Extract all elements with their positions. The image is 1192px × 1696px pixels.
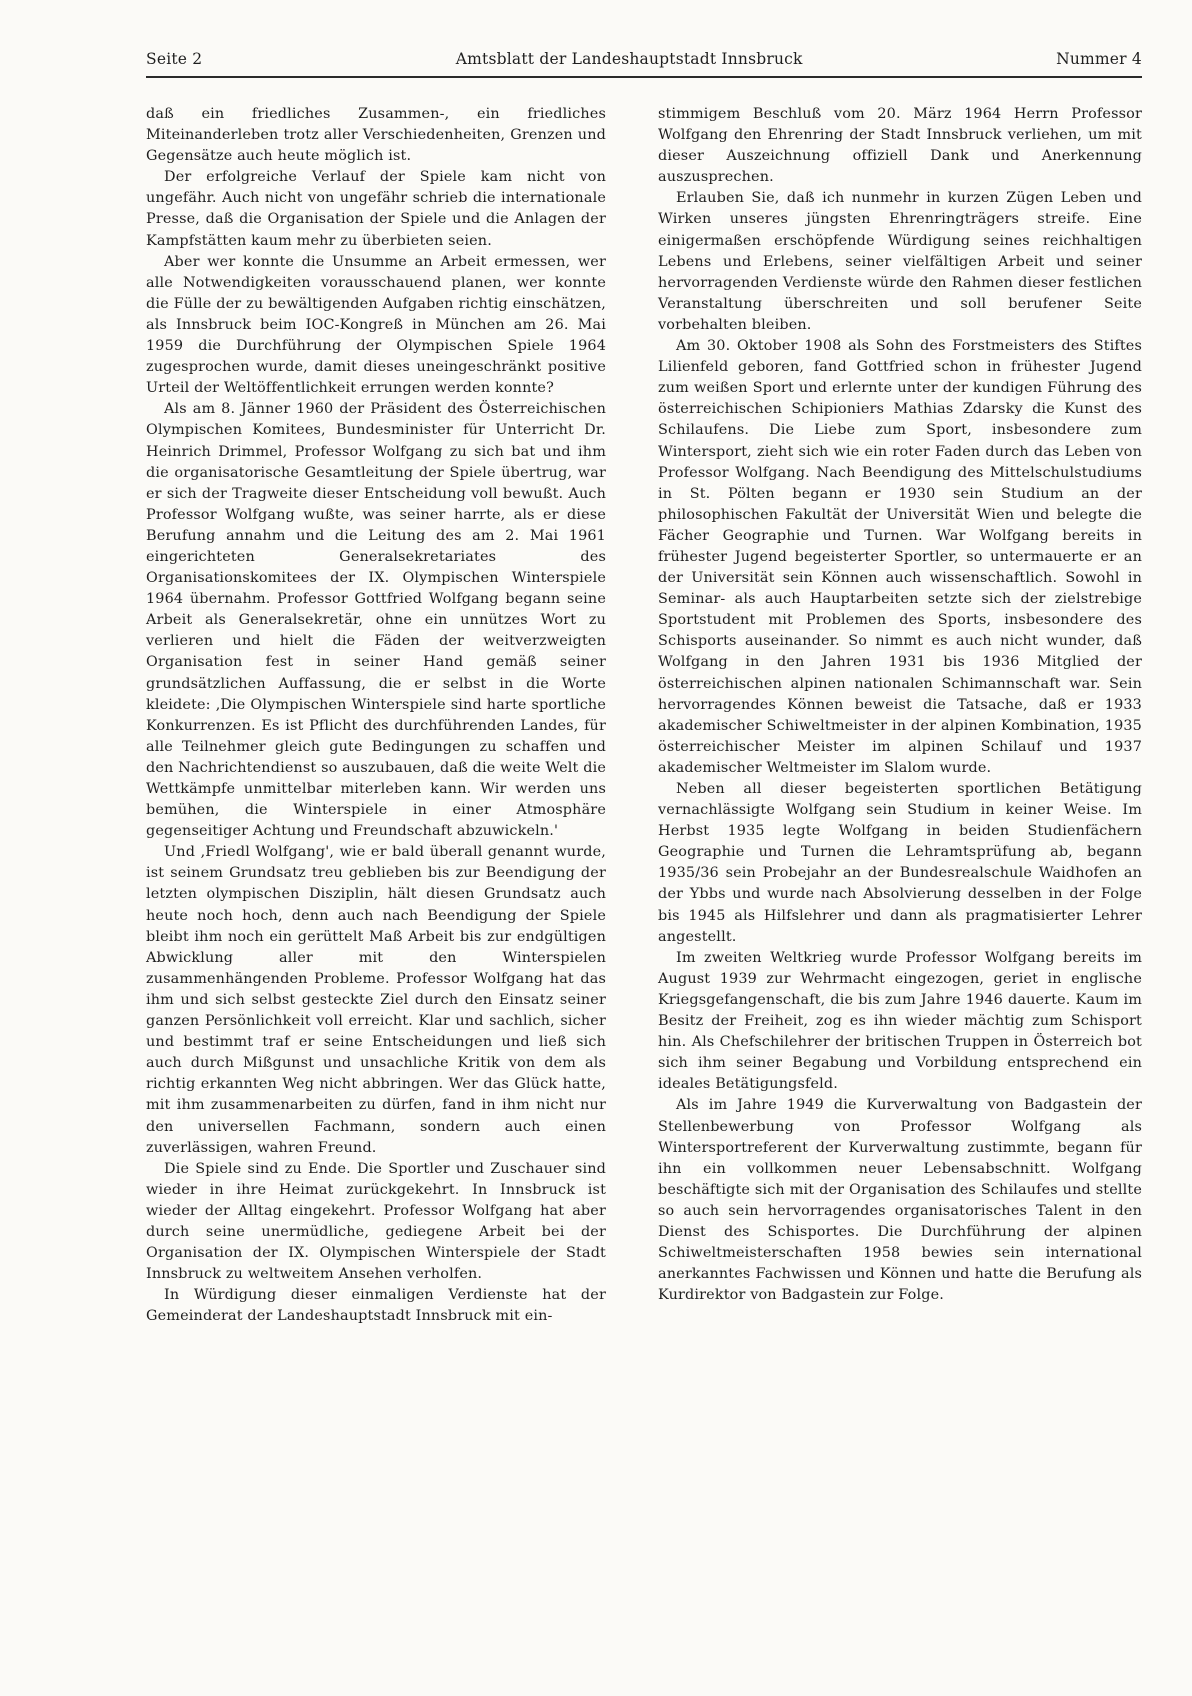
paragraph: Im zweiten Weltkrieg wurde Professor Wolfgang bereits im August 1939 zur Wehrmacht eingezogen, geriet in englische Kriegsgefangenschaft, die bis zum Jahre 1946 dauerte. Kaum im Besitz der Freiheit, zog es ihn wieder mächtig zum Schisport hin. Als Chefschilehrer der britischen Truppen in Österreich bot sich ihm seiner Begabung und Vorbildung entsprechend ein ideales Betätigungsfeld. xyxy=(658,949,1142,1093)
left-column xyxy=(146,104,606,1327)
page-number: Seite 2 xyxy=(146,50,203,68)
paragraph: stimmigem Beschluß vom 20. März 1964 Herrn Professor Wolfgang den Ehrenring der Stadt Innsbruck verliehen, um mit dieser Auszeichnung offiziell Dank und Anerkennung auszusprechen. xyxy=(658,106,1142,186)
paragraph: In Würdigung dieser einmaligen Verdienste hat der Gemeinderat der Landeshauptstadt Innsbruck mit ein- xyxy=(146,1287,606,1325)
paragraph: Und ‚Friedl Wolfgang', wie er bald überall genannt wurde, ist seinem Grundsatz treu geblieben bis zur Beendigung der letzten olympischen Disziplin, hält diesen Grundsatz auch heute noch hoch, denn auch nach Beendigung der Spiele bleibt ihm noch ein gerüttelt Maß Arbeit bis zur endgültigen Abwicklung aller mit den Winterspielen zusammenhängenden Probleme. Professor Wolfgang hat das ihm und sich selbst gesteckte Ziel durch den Einsatz seiner ganzen Persönlichkeit voll erreicht. Klar und sachlich, sicher und bestimmt traf er seine Entscheidungen und ließ sich auch durch Mißgunst und unsachliche Kritik von dem als richtig erkannten Weg nicht abbringen. Wer das Glück hatte, mit ihm zusammenarbeiten zu dürfen, fand in ihm nicht nur den universellen Fachmann, sondern auch einen zuverlässigen, wahren Freund. xyxy=(146,844,606,1156)
paragraph: Neben all dieser begeisterten sportlichen Betätigung vernachlässigte Wolfgang sein Studium in keiner Weise. Im Herbst 1935 legte Wolfgang in beiden Studienfächern Geographie und Turnen die Lehramtsprüfung ab, begann 1935/36 sein Probejahr an der Bundesrealschule Waidhofen an der Ybbs und wurde nach Absolvierung desselben in der Folge bis 1945 als Hilfslehrer und dann als pragmatisierter Lehrer angestellt. xyxy=(658,781,1142,945)
paragraph: Die Spiele sind zu Ende. Die Sportler und Zuschauer sind wieder in ihre Heimat zurückgekehrt. In Innsbruck ist wieder der Alltag eingekehrt. Professor Wolfgang hat aber durch seine unermüdliche, gediegene Arbeit bei der Organisation der IX. Olympischen Winterspiele der Stadt Innsbruck zu weltweitem Ansehen verholfen. xyxy=(146,1160,606,1283)
paragraph: daß ein friedliches Zusammen-, ein friedliches Miteinanderleben trotz aller Verschiedenheiten, Grenzen und Gegensätze auch heute möglich ist. xyxy=(146,106,606,165)
paragraph: Als im Jahre 1949 die Kurverwaltung von Badgastein der Stellenbewerbung von Professor Wolfgang als Wintersportreferent der Kurverwaltung zustimmte, begann für ihn ein vollkommen neuer Lebensabschnitt. Wolfgang beschäftigte sich mit der Organisation des Schilaufes und stellte so auch sein hervorragendes organisatorisches Talent in den Dienst des Schisportes. Die Durchführung der alpinen Schiweltmeisterschaften 1958 bewies sein international anerkanntes Fachwissen und Können und hatte die Berufung als Kurdirektor von Badgastein zur Folge. xyxy=(658,1097,1142,1304)
issue-number: Nummer 4 xyxy=(1056,50,1142,68)
page-header xyxy=(146,50,1142,78)
paragraph: Der erfolgreiche Verlauf der Spiele kam nicht von ungefähr. Auch nicht von ungefähr schrieb die internationale Presse, daß die Organisation der Spiele und die Anlagen der Kampfstätten kaum mehr zu überbieten seien. xyxy=(146,169,606,249)
paragraph: Als am 8. Jänner 1960 der Präsident des Österreichischen Olympischen Komitees, Bundesminister für Unterricht Dr. Heinrich Drimmel, Professor Wolfgang zu sich bat und ihm die organisatorische Gesamtleitung der Spiele übertrug, war er sich der Tragweite dieser Entscheidung voll bewußt. Auch Professor Wolfgang wußte, was seiner harrte, als er diese Berufung annahm und die Leitung des am 2. Mai 1961 eingerichteten Generalsekretariates des Organisationskomitees der IX. Olympischen Winterspiele 1964 übernahm. Professor Gottfried Wolfgang begann seine Arbeit als Generalsekretär, ohne ein unnützes Wort zu verlieren und hielt die Fäden der weitverzweigten Organisation fest in seiner Hand gemäß seiner grundsätzlichen Auffassung, die er selbst in die Worte kleidete: ‚Die Olympischen Winterspiele sind harte sportliche Konkurrenzen. Es ist Pflicht des durchführenden Landes, für alle Teilnehmer gleich gute Bedingungen zu schaffen und den Nachrichtendienst so auszubauen, daß die weite Welt die Wettkämpfe unmittelbar miterleben kann. Wir werden uns bemühen, die Winterspiele in einer Atmosphäre gegenseitiger Achtung und Freundschaft abzuwickeln.' xyxy=(146,401,606,840)
paragraph: Am 30. Oktober 1908 als Sohn des Forstmeisters des Stiftes Lilienfeld geboren, fand Gottfried schon in frühester Jugend zum weißen Sport und erlernte unter der kundigen Führung des österreichischen Schipioniers Mathias Zdarsky die Kunst des Schilaufens. Die Liebe zum Sport, insbesondere zum Wintersport, zieht sich wie ein roter Faden durch das Leben von Professor Wolfgang. Nach Beendigung des Mittelschulstudiums in St. Pölten begann er 1930 sein Studium an der philosophischen Fakultät der Universität Wien und belegte die Fächer Geographie und Turnen. War Wolfgang bereits in frühester Jugend begeisterter Sportler, so untermauerte er an der Universität sein Können auch wissenschaftlich. Sowohl in Seminar- als auch Hauptarbeiten setzte sich der zielstrebige Sportstudent mit Problemen des Sports, insbesondere des Schisports auseinander. So nimmt es auch nicht wunder, daß Wolfgang in den Jahren 1931 bis 1936 Mitglied der österreichischen alpinen nationalen Schimannschaft war. Sein hervorragendes Können beweist die Tatsache, daß er 1933 akademischer Schiweltmeister in der alpinen Kombination, 1935 österreichischer Meister im alpinen Schilauf und 1937 akademischer Weltmeister im Slalom wurde. xyxy=(658,338,1142,776)
paragraph: Erlauben Sie, daß ich nunmehr in kurzen Zügen Leben und Wirken unseres jüngsten Ehrenringträgers streife. Eine einigermaßen erschöpfende Würdigung seines reichhaltigen Lebens und Erlebens, seiner vielfältigen Arbeit und seiner hervorragenden Verdienste würde den Rahmen dieser festlichen Veranstaltung überschreiten und soll berufener Seite vorbehalten bleiben. xyxy=(658,190,1142,333)
paragraph: Aber wer konnte die Unsumme an Arbeit ermessen, wer alle Notwendigkeiten vorausschauend planen, wer konnte die Fülle der zu bewältigenden Aufgaben richtig einschätzen, als Innsbruck beim IOC-Kongreß in München am 26. Mai 1959 die Durchführung der Olympischen Spiele 1964 zugesprochen wurde, damit dieses uneingeschränkt positive Urteil der Weltöffentlichkeit errungen werden konnte? xyxy=(146,253,606,397)
right-column xyxy=(658,104,1142,1306)
publication-title: Amtsblatt der Landeshauptstadt Innsbruck xyxy=(455,50,803,68)
